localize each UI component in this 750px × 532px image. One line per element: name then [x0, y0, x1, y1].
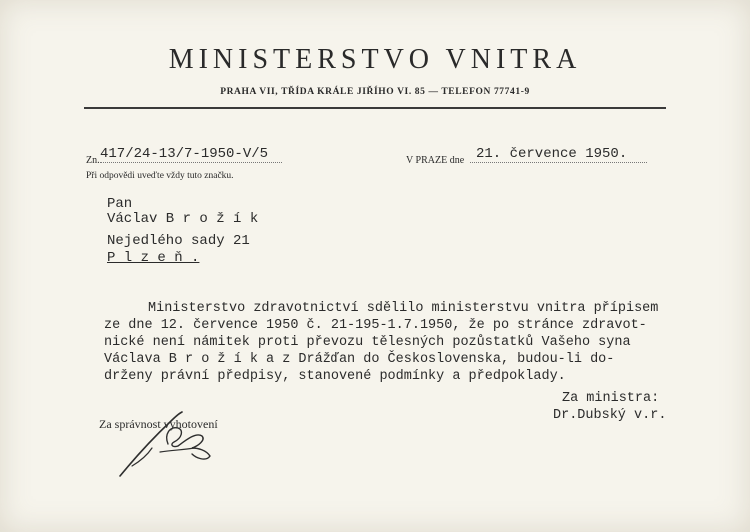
handwritten-signature	[112, 404, 222, 484]
body-line-1: Ministerstvo zdravotnictví sdělilo ministerstvu vnitra přípisem	[148, 301, 659, 316]
signature-for-minister: Za ministra:	[562, 391, 660, 406]
recipient-name: Václav B r o ž í k	[107, 211, 259, 227]
reference-prefix: Zn.	[86, 155, 100, 166]
dateline-place: V PRAZE dne	[406, 155, 465, 166]
certification-label: Za správnost vyhotovení	[99, 417, 218, 431]
reference-note: Při odpovědi uveďte vždy tuto značku.	[86, 171, 234, 181]
body-line-2: ze dne 12. července 1950 č. 21-195-1.7.1950, že po stránce zdravot-	[104, 318, 647, 333]
body-line-5: drženy právní předpisy, stanovené podmínky a předpoklady.	[104, 369, 566, 384]
recipient-city: P l z e ň .	[107, 250, 200, 266]
letterhead-divider	[84, 107, 666, 109]
body-line-3: nické není námitek proti převozu tělesných pozůstatků Vašeho syna	[104, 335, 631, 350]
dateline-date: 21. července 1950.	[470, 146, 647, 163]
recipient-salutation: Pan	[107, 196, 133, 212]
body-line-4: Václava B r o ž í k a z Drážďan do Československa, budou-li do-	[104, 352, 615, 367]
reference-number: 417/24-13/7-1950-V/5	[100, 146, 282, 163]
signature-signer: Dr.Dubský v.r.	[553, 408, 667, 423]
letterhead-organization: MINISTERSTVO VNITRA	[168, 44, 582, 75]
recipient-street: Nejedlého sady 21	[107, 233, 250, 249]
letterhead-address: PRAHA VII, TŘÍDA KRÁLE JIŘÍHO VI. 85 — TELEFON 77741-9	[220, 87, 530, 97]
